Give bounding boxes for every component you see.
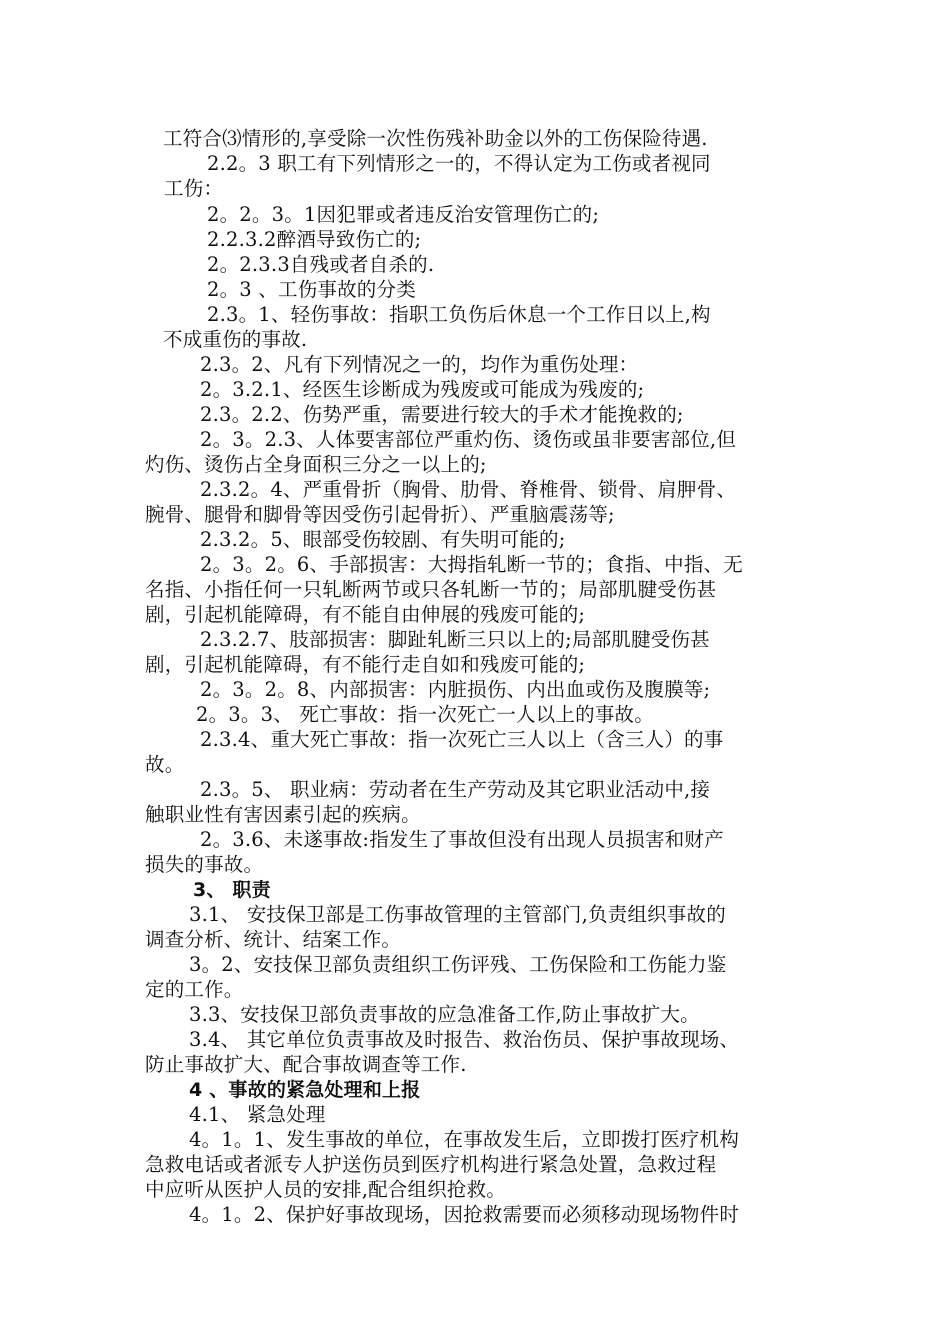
text-line: 2.3。5、 职业病：劳动者在生产劳动及其它职业活动中,接 xyxy=(200,778,711,801)
text-line: 2.3。2、凡有下列情况之一的，均作为重伤处理： xyxy=(200,353,639,376)
text-line: 调查分析、统计、结案工作。 xyxy=(145,928,402,951)
text-line: 3.3、安技保卫部负责事故的应急准备工作,防止事故扩大。 xyxy=(189,1003,700,1026)
text-line: 2。3。2。8、内部损害：内脏损伤、内出血或伤及腹膜等; xyxy=(200,678,711,701)
section-heading: 3、 职责 xyxy=(193,879,271,901)
text-line: 2.3。1、轻伤事故：指职工负伤后休息一个工作日以上,构 xyxy=(207,303,711,326)
text-line: 3.4、 其它单位负责事故及时报告、救治伤员、保护事故现场、 xyxy=(189,1028,740,1051)
text-line: 3.1、 安技保卫部是工伤事故管理的主管部门,负责组织事故的 xyxy=(189,903,726,926)
text-line: 剧，引起机能障碍，有不能自由伸展的残废可能的; xyxy=(145,603,586,626)
text-line: 名指、小指任何一只轧断两节或只各轧断一节的；局部肌腱受伤甚 xyxy=(145,578,717,601)
text-line: 2.2.3.2醉酒导致伤亡的; xyxy=(207,228,422,251)
text-line: 中应听从医护人员的安排,配合组织抢救。 xyxy=(145,1178,506,1201)
text-line: 3。2、安技保卫部负责组织工伤评残、工伤保险和工伤能力鉴 xyxy=(189,953,727,976)
text-line: 2.3.2。5、眼部受伤较剧、有失明可能的; xyxy=(200,528,566,551)
text-line: 2.3.4、重大死亡事故：指一次死亡三人以上（含三人）的事 xyxy=(200,728,724,751)
text-line: 灼伤、烫伤占全身面积三分之一以上的; xyxy=(145,453,487,476)
text-line: 2。3。2。6、手部损害：大拇指轧断一节的；食指、中指、无 xyxy=(200,553,743,576)
text-line: 2。2。3。1因犯罪或者违反治安管理伤亡的; xyxy=(207,203,600,226)
text-line: 触职业性有害因素引起的疾病。 xyxy=(145,803,421,826)
text-line: 2.3。2.2、伤势严重，需要进行较大的手术才能挽救的; xyxy=(200,403,684,426)
text-line: 4。1。2、保护好事故现场，因抢救需要而必须移动现场物件时 xyxy=(189,1203,740,1226)
section-heading: 4 、事故的紧急处理和上报 xyxy=(189,1079,421,1101)
text-line: 不成重伤的事故. xyxy=(163,328,308,351)
text-line: 2.2。3 职工有下列情形之一的，不得认定为工伤或者视同 xyxy=(207,152,711,175)
text-line: 4.1、 紧急处理 xyxy=(189,1103,326,1126)
text-line: 定的工作。 xyxy=(145,978,244,1001)
text-line: 故。 xyxy=(145,753,185,776)
text-line: 工符合⑶情形的,享受除一次性伤残补助金以外的工伤保险待遇. xyxy=(163,127,708,150)
text-line: 急救电话或者派专人护送伤员到医疗机构进行紧急处置，急救过程 xyxy=(145,1153,717,1176)
text-line: 工伤： xyxy=(164,177,224,200)
text-line: 2。2.3.3自残或者自杀的. xyxy=(207,253,435,276)
text-line: 剧，引起机能障碍，有不能行走自如和残废可能的; xyxy=(145,653,586,676)
text-line: 4。1。1、发生事故的单位，在事故发生后，立即拨打医疗机构 xyxy=(189,1128,740,1151)
section-heading: 2。3 、工伤事故的分类 xyxy=(207,278,416,301)
text-line: 2。3.6、未遂事故:指发生了事故但没有出现人员损害和财产 xyxy=(200,828,724,851)
text-line: 腕骨、腿骨和脚骨等因受伤引起骨折）、严重脑震荡等; xyxy=(145,503,615,526)
text-line: 2。3。3、 死亡事故：指一次死亡一人以上的事故。 xyxy=(196,703,654,726)
text-line: 2.3.2.7、肢部损害：脚趾轧断三只以上的;局部肌腱受伤甚 xyxy=(200,628,710,651)
text-line: 2。3.2.1、经医生诊断成为残废或可能成为残废的; xyxy=(200,378,645,401)
text-line: 防止事故扩大、配合事故调查等工作. xyxy=(145,1053,467,1076)
text-line: 2.3.2。4、严重骨折（胸骨、肋骨、脊椎骨、锁骨、肩胛骨、 xyxy=(200,478,737,501)
text-line: 2。3。2.3、人体要害部位严重灼伤、烫伤或虽非要害部位,但 xyxy=(200,428,737,451)
text-line: 损失的事故。 xyxy=(145,853,264,876)
